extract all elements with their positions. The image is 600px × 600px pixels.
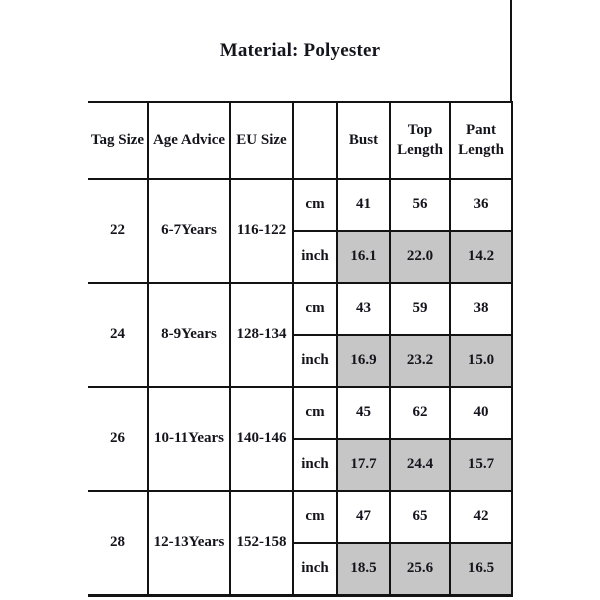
cell-bust-inch: 16.1 [337,231,390,283]
cell-tag-size: 24 [88,283,148,387]
header-bust: Bust [337,102,390,179]
page-title: Material: Polyester [219,39,381,61]
header-unit [293,102,337,179]
cell-pant-length-cm: 36 [450,179,512,231]
header-tag-size: Tag Size [88,102,148,179]
cell-top-length-cm: 56 [390,179,450,231]
cell-pant-length-cm: 42 [450,491,512,543]
cell-pant-length-inch: 15.0 [450,335,512,387]
cell-pant-length-cm: 38 [450,283,512,335]
cell-unit-cm: cm [293,283,337,335]
table-row-cm [88,491,512,543]
cell-unit-cm: cm [293,491,337,543]
cell-top-length-inch: 24.4 [390,439,450,491]
cell-age-advice: 6-7Years [148,179,230,283]
cell-bust-inch: 17.7 [337,439,390,491]
cell-eu-size: 152-158 [230,491,293,595]
cell-tag-size: 26 [88,387,148,491]
cell-bust-cm: 43 [337,283,390,335]
cell-eu-size: 116-122 [230,179,293,283]
cell-unit-inch: inch [293,335,337,387]
size-chart-table [88,101,513,597]
cell-top-length-inch: 22.0 [390,231,450,283]
cell-tag-size: 28 [88,491,148,595]
table-row-cm [88,283,512,335]
cell-age-advice: 10-11Years [148,387,230,491]
table-row-cm [88,179,512,231]
cell-unit-cm: cm [293,387,337,439]
cell-tag-size: 22 [88,179,148,283]
header-row [88,102,512,179]
cell-pant-length-inch: 14.2 [450,231,512,283]
cell-unit-inch: inch [293,439,337,491]
cell-bust-inch: 18.5 [337,543,390,595]
cell-unit-cm: cm [293,179,337,231]
header-pant-length: Pant Length [450,102,512,179]
cell-pant-length-cm: 40 [450,387,512,439]
header-age-advice: Age Advice [148,102,230,179]
cell-eu-size: 140-146 [230,387,293,491]
cell-pant-length-inch: 15.7 [450,439,512,491]
cell-age-advice: 8-9Years [148,283,230,387]
cell-age-advice: 12-13Years [148,491,230,595]
table-row-cm [88,387,512,439]
cell-top-length-cm: 62 [390,387,450,439]
cell-eu-size: 128-134 [230,283,293,387]
cell-unit-inch: inch [293,231,337,283]
cell-bust-cm: 45 [337,387,390,439]
cell-bust-cm: 41 [337,179,390,231]
header-eu-size: EU Size [230,102,293,179]
cell-top-length-cm: 65 [390,491,450,543]
cell-pant-length-inch: 16.5 [450,543,512,595]
cell-top-length-inch: 25.6 [390,543,450,595]
cell-top-length-inch: 23.2 [390,335,450,387]
cell-unit-inch: inch [293,543,337,595]
cell-top-length-cm: 59 [390,283,450,335]
header-top-length: Top Length [390,102,450,179]
cell-bust-inch: 16.9 [337,335,390,387]
cell-bust-cm: 47 [337,491,390,543]
